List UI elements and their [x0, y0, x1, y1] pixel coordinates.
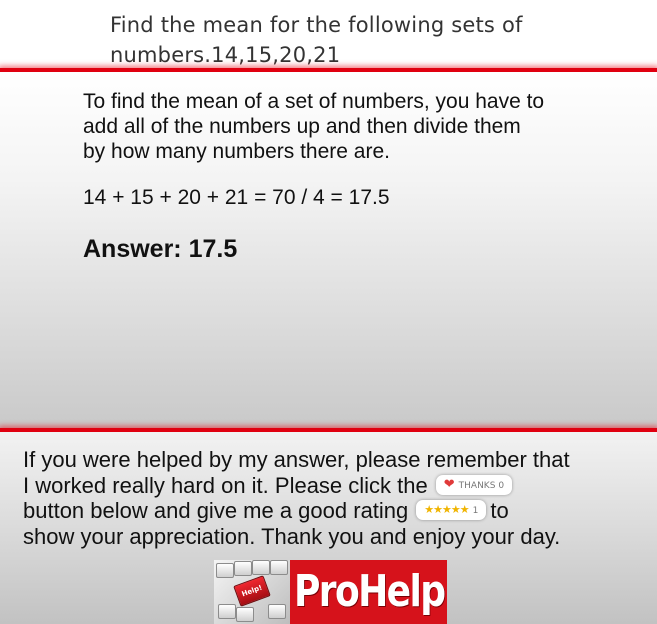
explanation-line-2: add all of the numbers up and then divide them: [83, 115, 521, 138]
keyboard-image: [214, 560, 290, 624]
footer-line-1: If you were helped by my answer, please remember that: [23, 447, 570, 472]
keyboard-key: [270, 560, 288, 575]
heart-icon: ❤: [443, 476, 455, 492]
question-line-2: numbers.14,15,20,21: [110, 43, 341, 67]
answer-explanation: [83, 89, 603, 164]
thanks-badge: [436, 475, 512, 495]
keyboard-key: [216, 563, 234, 578]
logo-wordmark: ProHelp: [294, 566, 445, 617]
answer-equation: 14 + 15 + 20 + 21 = 70 / 4 = 17.5: [83, 186, 390, 209]
final-answer: Answer: 17.5: [83, 235, 238, 263]
question-text: [110, 10, 630, 70]
keyboard-key: [252, 560, 270, 575]
question-line-1: Find the mean for the following sets of: [110, 13, 523, 37]
star-icon: ★★★★★: [424, 503, 469, 517]
keyboard-key: [234, 561, 252, 576]
footer-line-2-text: I worked really hard on it. Please click the: [23, 472, 428, 498]
keyboard-key: [236, 607, 254, 622]
footer-line-2: [23, 473, 648, 499]
footer-message: [23, 447, 648, 549]
thanks-count: 0: [498, 480, 505, 491]
explanation-line-3: by how many numbers there are.: [83, 140, 390, 163]
footer-line-3: [23, 498, 648, 524]
footer-line-3-text: button below and give me a good rating: [23, 498, 409, 523]
rating-badge: [416, 500, 486, 520]
rating-count: 1: [472, 506, 479, 517]
help-key-icon: Help!: [233, 575, 271, 607]
keyboard-key: [218, 604, 236, 619]
thanks-label: THANKS: [458, 480, 496, 491]
footer-line-4: show your appreciation. Thank you and enjoy your day.: [23, 523, 561, 549]
explanation-line-1: To find the mean of a set of numbers, you have to: [83, 90, 545, 113]
prohelp-logo: [214, 560, 447, 624]
keyboard-key: [268, 604, 286, 619]
footer-line-3-after: to: [490, 498, 509, 523]
